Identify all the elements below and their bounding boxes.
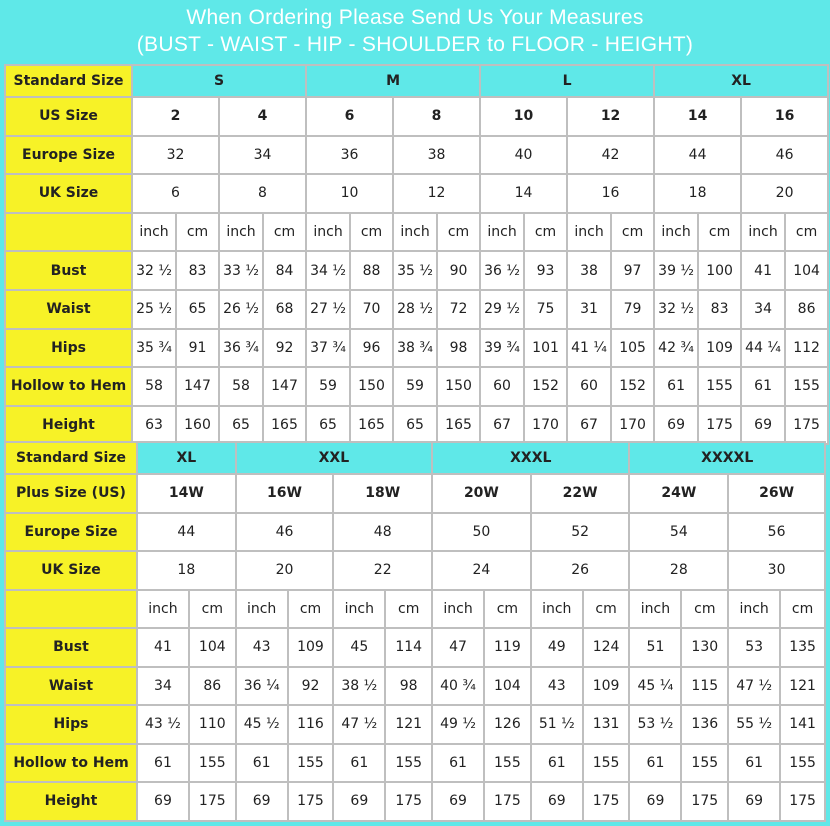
- hips-value-cell: 47 ½: [333, 705, 385, 744]
- waist-value-cell: 86: [785, 290, 828, 329]
- hollow-to-hem-value-cell: 61: [728, 744, 780, 783]
- unit-cell: cm: [681, 590, 728, 629]
- europe-size-cell: 40: [480, 136, 567, 175]
- uk-size-cell: 12: [393, 174, 480, 213]
- height-value-cell: 170: [611, 406, 654, 445]
- uk-size-cell: 20: [741, 174, 828, 213]
- height-value-cell: 63: [132, 406, 176, 445]
- hips-row: [5, 329, 828, 368]
- europe-size-cell: 38: [393, 136, 480, 175]
- unit-cell: cm: [176, 213, 219, 252]
- height-value-cell: 65: [393, 406, 437, 445]
- unit-cell: cm: [350, 213, 393, 252]
- row-label-empty: [5, 213, 132, 252]
- us-size-cell: 14: [654, 97, 741, 136]
- bust-value-cell: 119: [484, 628, 531, 667]
- row-label: Waist: [5, 290, 132, 329]
- waist-value-cell: 83: [698, 290, 741, 329]
- hips-value-cell: 126: [484, 705, 531, 744]
- row-label: Bust: [5, 628, 137, 667]
- us-size-row: [5, 97, 828, 136]
- hollow-to-hem-value-cell: 150: [437, 367, 480, 406]
- hollow-to-hem-value-cell: 155: [698, 367, 741, 406]
- bust-value-cell: 100: [698, 251, 741, 290]
- height-value-cell: 69: [629, 782, 681, 821]
- waist-value-cell: 34: [137, 667, 189, 706]
- hollow-to-hem-value-cell: 155: [189, 744, 236, 783]
- uk-size-cell: 8: [219, 174, 306, 213]
- chart-title-line2: (BUST - WAIST - HIP - SHOULDER to FLOOR - HEIGHT): [136, 33, 694, 56]
- bust-value-cell: 97: [611, 251, 654, 290]
- waist-value-cell: 70: [350, 290, 393, 329]
- unit-cell: cm: [288, 590, 334, 629]
- hips-value-cell: 49 ½: [432, 705, 484, 744]
- size-header-row: [5, 65, 828, 97]
- bust-value-cell: 83: [176, 251, 219, 290]
- chart-title-line1: When Ordering Please Send Us Your Measures: [186, 6, 644, 29]
- bust-value-cell: 135: [780, 628, 825, 667]
- hollow-to-hem-value-cell: 155: [681, 744, 728, 783]
- waist-value-cell: 115: [681, 667, 728, 706]
- hollow-to-hem-value-cell: 150: [350, 367, 393, 406]
- row-label: Hollow to Hem: [5, 367, 132, 406]
- waist-value-cell: 40 ¾: [432, 667, 484, 706]
- europe-size-cell: 46: [236, 513, 334, 552]
- row-label-empty: [5, 590, 137, 629]
- hollow-to-hem-row: [5, 367, 828, 406]
- hips-value-cell: 110: [189, 705, 236, 744]
- unit-cell: inch: [393, 213, 437, 252]
- us-size-cell: 16: [741, 97, 828, 136]
- bust-row: [5, 628, 825, 667]
- europe-size-cell: 32: [132, 136, 219, 175]
- hollow-to-hem-value-cell: 155: [385, 744, 432, 783]
- bust-value-cell: 90: [437, 251, 480, 290]
- unit-cell: cm: [611, 213, 654, 252]
- waist-row: [5, 290, 828, 329]
- height-value-cell: 175: [785, 406, 828, 445]
- europe-size-cell: 48: [333, 513, 432, 552]
- hollow-to-hem-value-cell: 147: [176, 367, 219, 406]
- waist-value-cell: 104: [484, 667, 531, 706]
- europe-size-cell: 46: [741, 136, 828, 175]
- bust-value-cell: 51: [629, 628, 681, 667]
- hollow-to-hem-value-cell: 152: [611, 367, 654, 406]
- hips-value-cell: 96: [350, 329, 393, 368]
- hips-value-cell: 92: [263, 329, 306, 368]
- hips-value-cell: 51 ½: [531, 705, 583, 744]
- waist-value-cell: 92: [288, 667, 334, 706]
- size-header: XL: [137, 442, 236, 474]
- us-size-cell: 22W: [531, 474, 630, 513]
- row-label: Hips: [5, 705, 137, 744]
- waist-value-cell: 47 ½: [728, 667, 780, 706]
- bust-row: [5, 251, 828, 290]
- bust-value-cell: 93: [524, 251, 567, 290]
- height-value-cell: 175: [583, 782, 630, 821]
- uk-size-cell: 30: [728, 551, 825, 590]
- waist-value-cell: 79: [611, 290, 654, 329]
- hollow-to-hem-value-cell: 59: [393, 367, 437, 406]
- hips-value-cell: 121: [385, 705, 432, 744]
- height-value-cell: 165: [437, 406, 480, 445]
- height-value-cell: 69: [432, 782, 484, 821]
- size-header: XXXXL: [629, 442, 825, 474]
- waist-value-cell: 45 ¼: [629, 667, 681, 706]
- hips-value-cell: 42 ¾: [654, 329, 698, 368]
- hollow-to-hem-value-cell: 61: [432, 744, 484, 783]
- hips-value-cell: 105: [611, 329, 654, 368]
- us-size-cell: 16W: [236, 474, 334, 513]
- uk-size-cell: 20: [236, 551, 334, 590]
- hips-value-cell: 136: [681, 705, 728, 744]
- unit-cell: inch: [531, 590, 583, 629]
- hips-value-cell: 109: [698, 329, 741, 368]
- hollow-to-hem-value-cell: 152: [524, 367, 567, 406]
- bust-value-cell: 38: [567, 251, 611, 290]
- bust-value-cell: 88: [350, 251, 393, 290]
- row-label: US Size: [5, 97, 132, 136]
- hollow-to-hem-value-cell: 60: [480, 367, 524, 406]
- unit-cell: inch: [306, 213, 350, 252]
- size-header: XL: [654, 65, 828, 97]
- unit-cell: inch: [741, 213, 785, 252]
- uk-size-cell: 22: [333, 551, 432, 590]
- unit-cell: cm: [263, 213, 306, 252]
- europe-size-cell: 54: [629, 513, 728, 552]
- height-value-cell: 165: [350, 406, 393, 445]
- size-header: XXXL: [432, 442, 629, 474]
- hips-value-cell: 39 ¾: [480, 329, 524, 368]
- waist-value-cell: 34: [741, 290, 785, 329]
- bust-value-cell: 35 ½: [393, 251, 437, 290]
- hips-value-cell: 35 ¾: [132, 329, 176, 368]
- bust-value-cell: 45: [333, 628, 385, 667]
- height-value-cell: 69: [728, 782, 780, 821]
- row-label: Height: [5, 782, 137, 821]
- europe-size-cell: 36: [306, 136, 393, 175]
- height-value-cell: 175: [189, 782, 236, 821]
- bust-value-cell: 34 ½: [306, 251, 350, 290]
- waist-value-cell: 86: [189, 667, 236, 706]
- unit-cell: cm: [385, 590, 432, 629]
- hips-value-cell: 41 ¼: [567, 329, 611, 368]
- hips-value-cell: 112: [785, 329, 828, 368]
- hollow-to-hem-row: [5, 744, 825, 783]
- unit-cell: cm: [698, 213, 741, 252]
- hollow-to-hem-value-cell: 61: [137, 744, 189, 783]
- europe-size-cell: 44: [137, 513, 236, 552]
- bust-value-cell: 114: [385, 628, 432, 667]
- size-header: L: [480, 65, 654, 97]
- height-value-cell: 69: [741, 406, 785, 445]
- hips-value-cell: 101: [524, 329, 567, 368]
- waist-value-cell: 36 ¼: [236, 667, 288, 706]
- unit-row: [5, 213, 828, 252]
- row-label: UK Size: [5, 174, 132, 213]
- height-value-cell: 65: [219, 406, 263, 445]
- row-label: Standard Size: [5, 65, 132, 97]
- hollow-to-hem-value-cell: 59: [306, 367, 350, 406]
- hollow-to-hem-value-cell: 155: [583, 744, 630, 783]
- bust-value-cell: 84: [263, 251, 306, 290]
- unit-cell: inch: [236, 590, 288, 629]
- uk-size-cell: 14: [480, 174, 567, 213]
- hollow-to-hem-value-cell: 155: [288, 744, 334, 783]
- bust-value-cell: 104: [189, 628, 236, 667]
- hollow-to-hem-value-cell: 61: [531, 744, 583, 783]
- bust-value-cell: 124: [583, 628, 630, 667]
- size-header: M: [306, 65, 480, 97]
- hollow-to-hem-value-cell: 155: [484, 744, 531, 783]
- height-value-cell: 69: [137, 782, 189, 821]
- us-size-cell: 20W: [432, 474, 531, 513]
- row-label: Hips: [5, 329, 132, 368]
- unit-cell: cm: [780, 590, 825, 629]
- size-header-row: [5, 442, 825, 474]
- unit-cell: inch: [132, 213, 176, 252]
- bust-value-cell: 130: [681, 628, 728, 667]
- uk-size-cell: 18: [654, 174, 741, 213]
- waist-value-cell: 28 ½: [393, 290, 437, 329]
- unit-cell: inch: [219, 213, 263, 252]
- hollow-to-hem-value-cell: 60: [567, 367, 611, 406]
- hollow-to-hem-value-cell: 61: [333, 744, 385, 783]
- unit-cell: inch: [333, 590, 385, 629]
- hips-value-cell: 98: [437, 329, 480, 368]
- waist-value-cell: 121: [780, 667, 825, 706]
- hips-value-cell: 53 ½: [629, 705, 681, 744]
- height-value-cell: 175: [484, 782, 531, 821]
- us-size-cell: 26W: [728, 474, 825, 513]
- hollow-to-hem-value-cell: 61: [236, 744, 288, 783]
- hips-value-cell: 45 ½: [236, 705, 288, 744]
- bust-value-cell: 49: [531, 628, 583, 667]
- height-value-cell: 67: [567, 406, 611, 445]
- hollow-to-hem-value-cell: 61: [629, 744, 681, 783]
- waist-value-cell: 109: [583, 667, 630, 706]
- height-value-cell: 67: [480, 406, 524, 445]
- height-value-cell: 175: [385, 782, 432, 821]
- height-value-cell: 69: [531, 782, 583, 821]
- hollow-to-hem-value-cell: 61: [654, 367, 698, 406]
- hips-value-cell: 116: [288, 705, 334, 744]
- hips-value-cell: 91: [176, 329, 219, 368]
- bust-value-cell: 41: [137, 628, 189, 667]
- us-size-cell: 2: [132, 97, 219, 136]
- hips-value-cell: 141: [780, 705, 825, 744]
- uk-size-cell: 10: [306, 174, 393, 213]
- us-size-cell: 6: [306, 97, 393, 136]
- height-row: [5, 406, 828, 445]
- us-size-cell: 4: [219, 97, 306, 136]
- unit-cell: cm: [583, 590, 630, 629]
- height-value-cell: 65: [306, 406, 350, 445]
- height-value-cell: 160: [176, 406, 219, 445]
- unit-cell: inch: [480, 213, 524, 252]
- europe-size-row: [5, 513, 825, 552]
- bust-value-cell: 104: [785, 251, 828, 290]
- hollow-to-hem-value-cell: 61: [741, 367, 785, 406]
- us-size-cell: 24W: [629, 474, 728, 513]
- bust-value-cell: 43: [236, 628, 288, 667]
- hips-value-cell: 55 ½: [728, 705, 780, 744]
- us-size-cell: 18W: [333, 474, 432, 513]
- europe-size-cell: 42: [567, 136, 654, 175]
- waist-value-cell: 32 ½: [654, 290, 698, 329]
- waist-value-cell: 65: [176, 290, 219, 329]
- size-header: XXL: [236, 442, 432, 474]
- hips-value-cell: 44 ¼: [741, 329, 785, 368]
- row-label: UK Size: [5, 551, 137, 590]
- size-header: S: [132, 65, 306, 97]
- waist-value-cell: 27 ½: [306, 290, 350, 329]
- height-value-cell: 170: [524, 406, 567, 445]
- row-label: Europe Size: [5, 513, 137, 552]
- uk-size-row: [5, 551, 825, 590]
- waist-value-cell: 72: [437, 290, 480, 329]
- hips-row: [5, 705, 825, 744]
- row-label: Bust: [5, 251, 132, 290]
- bust-value-cell: 109: [288, 628, 334, 667]
- waist-value-cell: 25 ½: [132, 290, 176, 329]
- unit-cell: inch: [432, 590, 484, 629]
- height-row: [5, 782, 825, 821]
- height-value-cell: 69: [236, 782, 288, 821]
- europe-size-cell: 44: [654, 136, 741, 175]
- unit-cell: cm: [484, 590, 531, 629]
- unit-cell: inch: [629, 590, 681, 629]
- europe-size-cell: 34: [219, 136, 306, 175]
- hips-value-cell: 43 ½: [137, 705, 189, 744]
- unit-cell: cm: [785, 213, 828, 252]
- height-value-cell: 175: [780, 782, 825, 821]
- height-value-cell: 165: [263, 406, 306, 445]
- standard-size-table: [4, 64, 829, 445]
- unit-cell: cm: [189, 590, 236, 629]
- row-label: Plus Size (US): [5, 474, 137, 513]
- unit-cell: inch: [567, 213, 611, 252]
- row-label: Hollow to Hem: [5, 744, 137, 783]
- waist-value-cell: 38 ½: [333, 667, 385, 706]
- waist-row: [5, 667, 825, 706]
- hollow-to-hem-value-cell: 58: [219, 367, 263, 406]
- unit-row: [5, 590, 825, 629]
- waist-value-cell: 29 ½: [480, 290, 524, 329]
- europe-size-cell: 52: [531, 513, 630, 552]
- europe-size-cell: 50: [432, 513, 531, 552]
- hips-value-cell: 131: [583, 705, 630, 744]
- unit-cell: inch: [137, 590, 189, 629]
- hips-value-cell: 36 ¾: [219, 329, 263, 368]
- bust-value-cell: 39 ½: [654, 251, 698, 290]
- hips-value-cell: 38 ¾: [393, 329, 437, 368]
- height-value-cell: 69: [333, 782, 385, 821]
- height-value-cell: 69: [654, 406, 698, 445]
- plus-us-size-row: [5, 474, 825, 513]
- uk-size-cell: 24: [432, 551, 531, 590]
- row-label: Height: [5, 406, 132, 445]
- hollow-to-hem-value-cell: 58: [132, 367, 176, 406]
- hips-value-cell: 37 ¾: [306, 329, 350, 368]
- waist-value-cell: 43: [531, 667, 583, 706]
- bust-value-cell: 53: [728, 628, 780, 667]
- unit-cell: cm: [524, 213, 567, 252]
- bust-value-cell: 33 ½: [219, 251, 263, 290]
- europe-size-cell: 56: [728, 513, 825, 552]
- height-value-cell: 175: [698, 406, 741, 445]
- unit-cell: inch: [654, 213, 698, 252]
- waist-value-cell: 26 ½: [219, 290, 263, 329]
- plus-size-table: [4, 441, 826, 822]
- uk-size-cell: 6: [132, 174, 219, 213]
- unit-cell: inch: [728, 590, 780, 629]
- uk-size-cell: 18: [137, 551, 236, 590]
- hollow-to-hem-value-cell: 155: [780, 744, 825, 783]
- bust-value-cell: 41: [741, 251, 785, 290]
- europe-size-row: [5, 136, 828, 175]
- waist-value-cell: 98: [385, 667, 432, 706]
- bust-value-cell: 32 ½: [132, 251, 176, 290]
- us-size-cell: 10: [480, 97, 567, 136]
- row-label: Standard Size: [5, 442, 137, 474]
- us-size-cell: 12: [567, 97, 654, 136]
- uk-size-row: [5, 174, 828, 213]
- height-value-cell: 175: [681, 782, 728, 821]
- unit-cell: cm: [437, 213, 480, 252]
- waist-value-cell: 31: [567, 290, 611, 329]
- waist-value-cell: 68: [263, 290, 306, 329]
- measurement-rows: [5, 251, 828, 444]
- measurement-rows: [5, 628, 825, 821]
- waist-value-cell: 75: [524, 290, 567, 329]
- uk-size-cell: 16: [567, 174, 654, 213]
- us-size-cell: 14W: [137, 474, 236, 513]
- hollow-to-hem-value-cell: 155: [785, 367, 828, 406]
- row-label: Waist: [5, 667, 137, 706]
- uk-size-cell: 26: [531, 551, 630, 590]
- height-value-cell: 175: [288, 782, 334, 821]
- uk-size-cell: 28: [629, 551, 728, 590]
- hollow-to-hem-value-cell: 147: [263, 367, 306, 406]
- us-size-cell: 8: [393, 97, 480, 136]
- bust-value-cell: 36 ½: [480, 251, 524, 290]
- bust-value-cell: 47: [432, 628, 484, 667]
- row-label: Europe Size: [5, 136, 132, 175]
